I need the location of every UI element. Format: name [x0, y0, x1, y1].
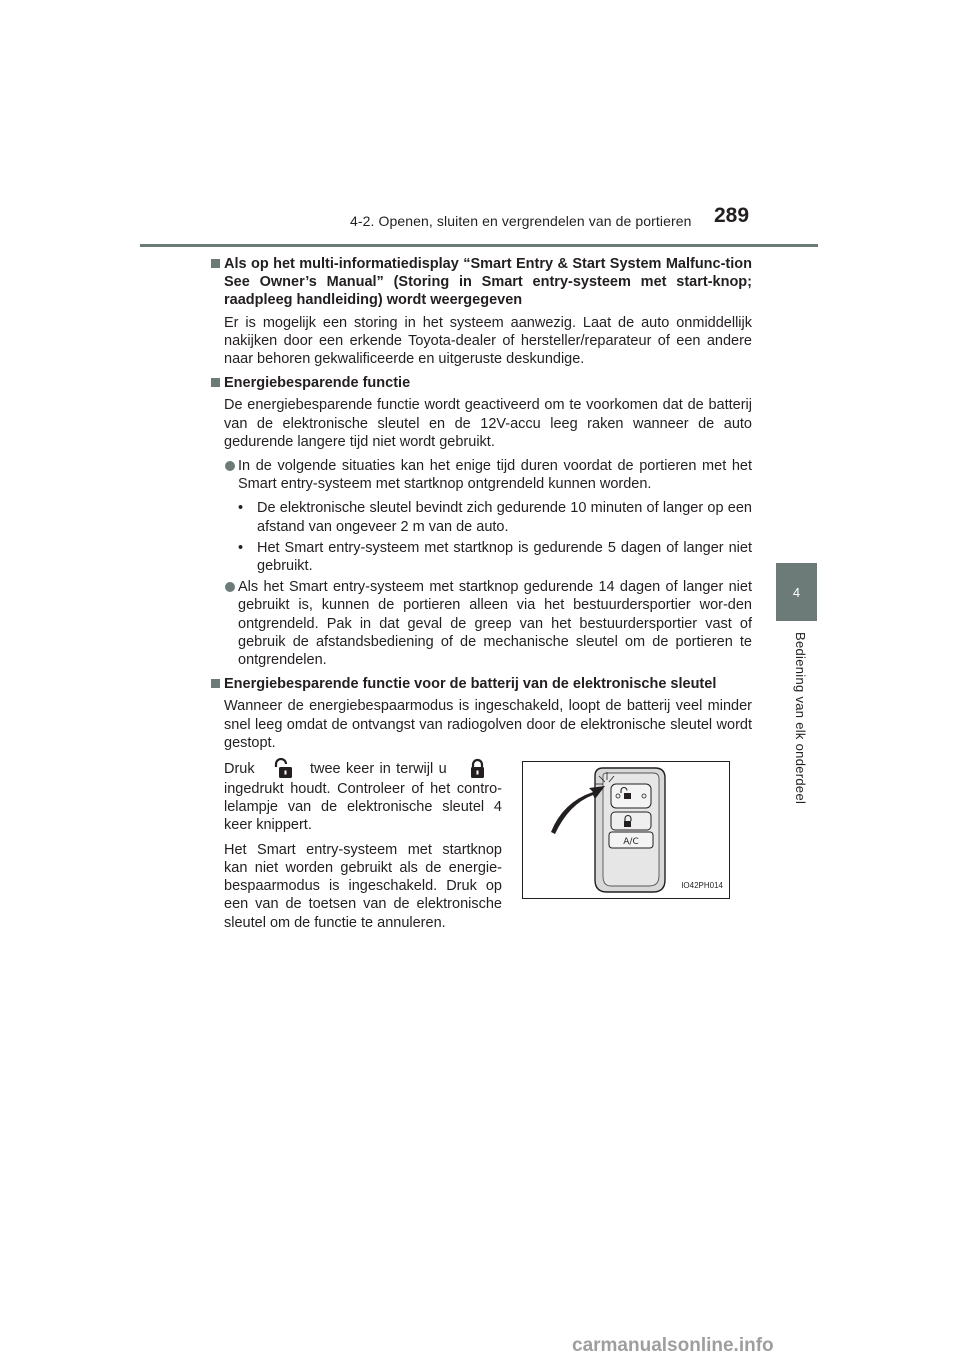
unlock-icon: [274, 758, 296, 780]
paragraph: Het Smart entry-systeem met startknop kan niet worden gebruikt als de energie-bespaarmodus is ingeschakeld. Druk op een van de toetsen van de elektronische sleutel om de functie te annuleren.: [224, 841, 502, 931]
press-end: ingedrukt houdt. Controleer of het contro-lelampje van de elektronische sleutel 4 keer knippert.: [224, 781, 502, 834]
sub-list-item: [225, 499, 752, 535]
heading-text: Als op het multi-informatiedisplay “Smart Entry & Start System Malfunc-tion See Owner’s Manual” (Storing in Smart entry-systeem met start-knop; raadpleeg handleiding) wordt weergegeven: [224, 256, 752, 309]
list-item: [211, 578, 752, 669]
sub-list-item-text: De elektronische sleutel bevindt zich gedurende 10 minuten of langer op een afstand van ongeveer 2 m van de auto.: [257, 500, 752, 535]
page-number: 289: [714, 204, 750, 227]
lock-icon: [466, 758, 488, 780]
watermark-text: carmanualsonline.info: [572, 1335, 774, 1356]
section-heading: [211, 374, 752, 392]
press-word: Druk: [224, 761, 255, 778]
sub-bullet-mark: •: [238, 539, 244, 556]
sub-list-item: [225, 539, 752, 575]
press-instruction: [224, 758, 502, 835]
paragraph: Wanneer de energiebespaarmodus is ingeschakeld, loopt de batterij veel minder snel leeg omdat de ontvangst van radiogolven door de elektronische sleutel wordt gestopt.: [224, 698, 752, 751]
square-bullet-icon: [211, 259, 220, 268]
square-bullet-icon: [211, 378, 220, 387]
key-fob-figure: [522, 761, 730, 899]
heading-text: Energiebesparende functie: [224, 375, 411, 392]
square-bullet-icon: [211, 679, 220, 688]
paragraph: De energiebesparende functie wordt geactiveerd om te voorkomen dat de batterij van de elektronische sleutel en de 12V-accu leeg raken wanneer de auto gedurende langere tijd niet wordt gebruikt.: [224, 397, 752, 450]
section-heading: [211, 255, 752, 310]
press-middle: twee keer in terwijl u: [309, 761, 447, 778]
figure-code: IO42PH014: [681, 880, 723, 890]
paragraph: Er is mogelijk een storing in het systeem aanwezig. Laat de auto onmiddellijk nakijken door een erkende Toyota-dealer of hersteller/reparateur of een andere naar behoren gekwalificeerde en uitgeruste deskundige.: [224, 314, 752, 368]
chapter-tab[interactable]: 4: [776, 563, 817, 621]
instruction-with-figure: [224, 758, 752, 948]
heading-text: Energiebesparende functie voor de batterij van de elektronische sleutel: [224, 676, 717, 693]
instruction-text: [224, 758, 502, 938]
page-content: [211, 255, 752, 948]
section-heading: [211, 675, 752, 693]
sub-bullet-mark: •: [238, 500, 244, 517]
list-item-text: In de volgende situaties kan het enige tijd duren voordat de portieren met het Smart entry-systeem met startknop ontgrendeld kunnen worden.: [238, 458, 752, 493]
list-item-text: Als het Smart entry-systeem met startknop gedurende 14 dagen of langer niet gebruikt is, kunnen de portieren alleen via het bestuurdersportier wor-den ontgrendeld. Pak in dat geval de greep van het bestuurdersportier vast of gebruik de afstandsbediening of de mechanische sleutel om de portieren te ontgrendelen.: [238, 579, 752, 669]
header-rule: [140, 244, 818, 247]
list-item: [211, 457, 752, 493]
chapter-side-label: Bediening van elk onderdeel: [793, 632, 808, 805]
sub-list-item-text: Het Smart entry-systeem met startknop is gedurende 5 dagen of langer niet gebruikt.: [257, 539, 752, 575]
circle-bullet-icon: [225, 461, 235, 471]
circle-bullet-icon: [225, 582, 235, 592]
header-section-title: 4-2. Openen, sluiten en vergrendelen van de portieren: [350, 213, 692, 229]
ac-button-label: A/C: [623, 837, 639, 848]
